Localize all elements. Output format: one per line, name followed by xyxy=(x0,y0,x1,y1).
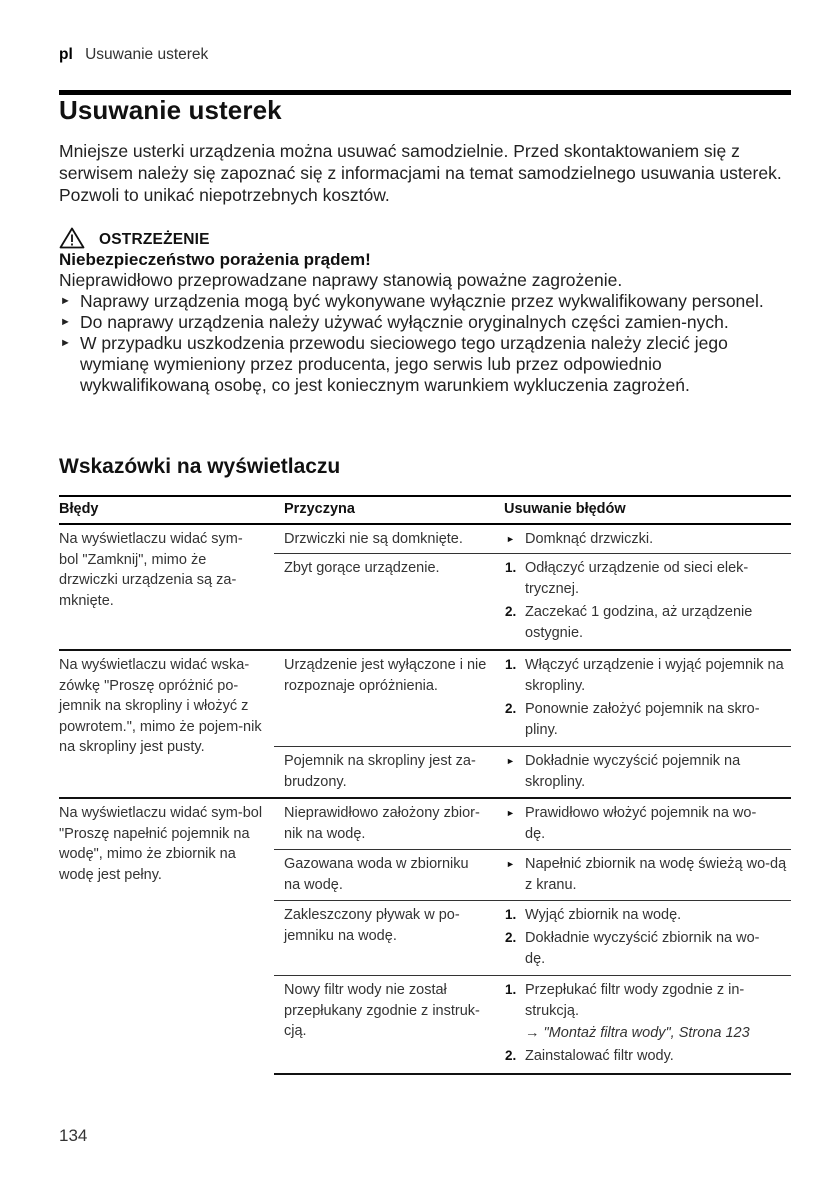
fix-cell: Dokładnie wyczyścić pojemnik na skropliny. xyxy=(525,753,741,790)
step-number: 1. xyxy=(505,657,517,672)
intro-paragraph xyxy=(59,140,791,206)
fix-cell: Prawidłowo włożyć pojemnik na wo-dę. xyxy=(525,805,757,842)
cause-cell: Pojemnik na skropliny jest za-brudzony. xyxy=(284,753,476,790)
step-number: 2. xyxy=(505,930,517,945)
step-number: 1. xyxy=(505,907,517,922)
triangle-bullet-icon: ► xyxy=(506,756,515,766)
list-item: ► Do naprawy urządzenia należy używać wyłącznie oryginalnych części zamien-nych. xyxy=(60,312,729,332)
language-code: pl xyxy=(59,46,73,63)
list-item: ► W przypadku uszkodzenia przewodu sieciowego tego urządzenia należy zlecić jego wymianę wymieniony przez producenta, jego serwis lub przez odpowiednio wykwalifikowaną osobę, co jest koniecznym warunkiem wykluczenia zagrożeń. xyxy=(60,333,728,395)
row-divider xyxy=(274,553,791,554)
triangle-bullet-icon: ► xyxy=(60,316,71,328)
triangle-bullet-icon: ► xyxy=(60,295,71,307)
warning-text: Nieprawidłowo przeprowadzane naprawy stanowią poważne zagrożenie. xyxy=(59,270,623,290)
group-divider xyxy=(59,797,791,799)
row-divider xyxy=(274,900,791,901)
table-header-rule xyxy=(59,523,791,525)
warning-list xyxy=(59,291,791,396)
error-cell: Na wyświetlaczu widać sym-bol "Proszę napełnić pojemnik na wodę", mimo że zbiornik na wodę jest pełny. xyxy=(59,805,263,883)
fix-cell: Zainstalować filtr wody. xyxy=(525,1048,674,1064)
cause-cell: Urządzenie jest wyłączone i nie rozpoznaje opróżnienia. xyxy=(284,657,487,694)
cause-cell: Zbyt gorące urządzenie. xyxy=(284,560,440,576)
cause-cell: Zakleszczony pływak w po-jemniku na wodę. xyxy=(284,907,460,944)
list-item: ► Naprawy urządzenia mogą być wykonywane wyłącznie przez wykwalifikowany personel. xyxy=(60,291,764,311)
fix-cell: Napełnić zbiornik na wodę świeżą wo-dą z kranu. xyxy=(525,856,787,893)
page-title: Usuwanie usterek xyxy=(59,95,282,125)
fix-cell: Dokładnie wyczyścić zbiornik na wo-dę. xyxy=(525,930,760,967)
fix-cell: Wyjąć zbiornik na wodę. xyxy=(525,907,682,923)
cross-reference: → "Montaż filtra wody", Strona 123 xyxy=(525,1025,750,1041)
cause-cell: Nieprawidłowo założony zbior-nik na wodę. xyxy=(284,805,480,842)
fix-cell: Ponownie założyć pojemnik na skro-pliny. xyxy=(525,701,760,738)
error-cell: Na wyświetlaczu widać sym-bol "Zamknij", mimo że drzwiczki urządzenia są za-mknięte. xyxy=(59,531,243,609)
column-header-cause: Przyczyna xyxy=(284,501,355,517)
triangle-bullet-icon: ► xyxy=(506,859,515,869)
fix-cell: Przepłukać filtr wody zgodnie z in-strukcją. xyxy=(525,982,745,1019)
step-number: 2. xyxy=(505,701,517,716)
column-header-errors: Błędy xyxy=(59,501,99,517)
fix-cell: Zaczekać 1 godzina, aż urządzenie ostygnie. xyxy=(525,604,753,641)
cause-cell: Drzwiczki nie są domknięte. xyxy=(284,531,463,547)
warning-triangle-icon xyxy=(59,227,85,249)
intro-text: Mniejsze usterki urządzenia można usuwać samodzielnie. Przed skontaktowaniem się z serwisem należy się zapoznać się z informacjami na temat samodzielnego usuwania usterek. Pozwoli to unikać niepotrzebnych kosztów. xyxy=(59,141,782,205)
page-number: 134 xyxy=(59,1126,88,1145)
warning-label: OSTRZEŻENIE xyxy=(99,231,210,248)
running-head-section: Usuwanie usterek xyxy=(85,46,209,63)
step-number: 1. xyxy=(505,560,517,575)
triangle-bullet-icon: ► xyxy=(506,808,515,818)
cause-cell: Nowy filtr wody nie został przepłukany zgodnie z instruk-cją. xyxy=(284,982,480,1039)
fix-cell: Włączyć urządzenie i wyjąć pojemnik na skropliny. xyxy=(525,657,784,694)
row-divider xyxy=(274,849,791,850)
table-bottom-rule xyxy=(274,1073,791,1075)
error-cell: Na wyświetlaczu widać wska-zówkę "Proszę opróżnić po-jemnik na skropliny i włożyć z powrotem.", mimo że pojem-nik na skropliny jest pusty. xyxy=(59,657,262,755)
column-header-fix: Usuwanie błędów xyxy=(504,501,626,517)
table-top-rule xyxy=(59,495,791,497)
cause-cell: Gazowana woda w zbiorniku na wodę. xyxy=(284,856,469,893)
row-divider xyxy=(274,975,791,976)
warning-heading xyxy=(59,226,210,250)
group-divider xyxy=(59,649,791,651)
warning-subtitle: Niebezpieczeństwo porażenia prądem! xyxy=(59,250,371,269)
running-head xyxy=(59,46,208,64)
step-number: 2. xyxy=(505,1048,517,1063)
triangle-bullet-icon: ► xyxy=(60,337,71,349)
triangle-bullet-icon: ► xyxy=(506,534,515,544)
step-number: 2. xyxy=(505,604,517,619)
fix-cell: Odłączyć urządzenie od sieci elek-trycznej. xyxy=(525,560,749,597)
step-number: 1. xyxy=(505,982,517,997)
fix-cell: Domknąć drzwiczki. xyxy=(525,531,654,547)
row-divider xyxy=(274,746,791,747)
section-title: Wskazówki na wyświetlaczu xyxy=(59,455,341,478)
